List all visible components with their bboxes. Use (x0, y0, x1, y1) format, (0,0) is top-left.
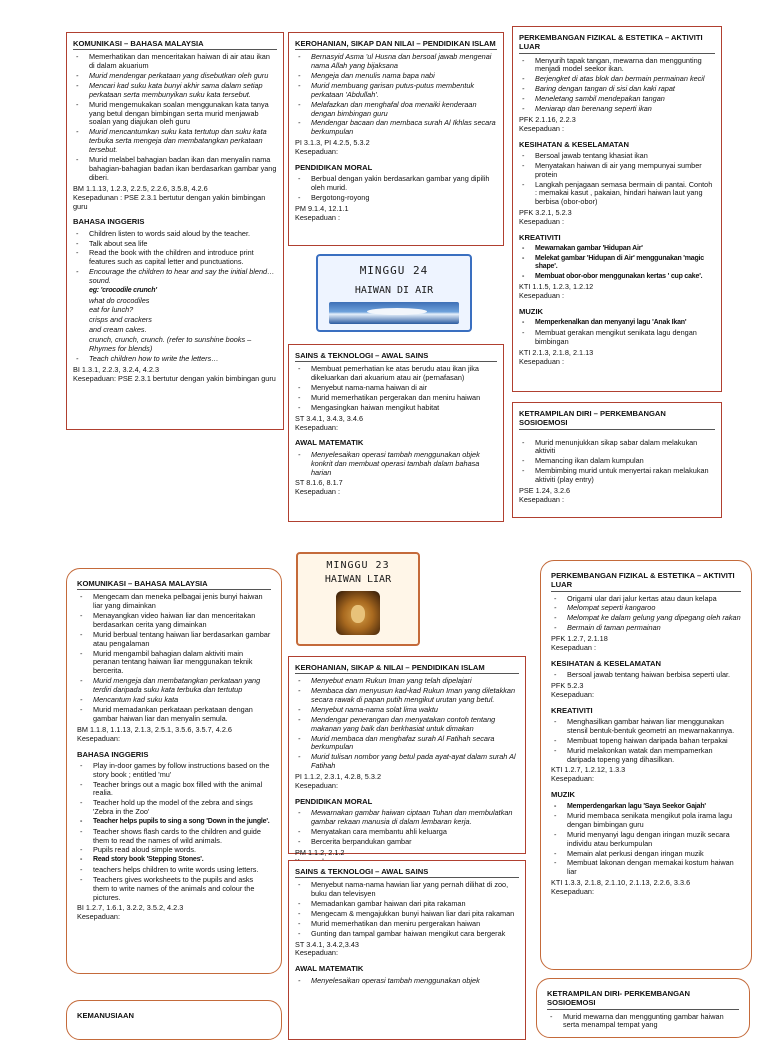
w23-sains-list (295, 881, 519, 938)
activity-item: - Langkah penjagaan semasa bermain di pantai. Contoh : memakai kasut , pakaian, hindari haiwan laut yang berbisa (obor-obor) (519, 181, 715, 208)
activity-item: - Murid mewarna dan menggunting gambar haiwan serta menampal tempat yang (547, 1013, 739, 1031)
reference-line: Kesepaduan : (519, 123, 565, 133)
activity-item: - Menyebut nama-nama haiwan di air (295, 384, 497, 393)
w23-islam-heading: KEROHANIAN, SIKAP & NILAI – PENDIDIKAN ISLAM (295, 663, 519, 674)
reference-line: KTI 1.1.5, 1.2.3, 1.2.12 (519, 282, 594, 292)
w23-right-top-panel (540, 560, 752, 970)
w23-islam-list (295, 677, 519, 771)
activity-item: - Teachers gives worksheets to the pupils and asks them to write names of the animals and colour the pictures. (77, 876, 271, 903)
w24-ketrampilan-list (519, 439, 715, 485)
activity-item: - Encourage the children to hear and say the initial blend… sound. (73, 268, 277, 286)
activity-item: - Murid mendengar perkataan yang disebutkan oleh guru (73, 72, 277, 81)
w24-middle-bottom-panel (288, 344, 504, 522)
reference-line: PI 3.1.3, PI 4.2.5, 5.3.2 (295, 138, 370, 148)
w24-kesihatan-heading: KESIHATAN & KESELAMATAN (519, 139, 629, 149)
reference-line: Kesepaduan : (519, 291, 565, 301)
activity-item: - Memperdengarkan lagu 'Saya Seekor Gajah' (551, 803, 741, 812)
w23-middle-top-panel (288, 656, 526, 857)
activity-item: - Membaca dan menyusun kad-kad Rukun Iman yang diletakkan secara rawak di papan putih mengikut urutan yang betul. (295, 687, 519, 705)
w24-sains-refs (295, 415, 497, 433)
reference-line: Kesepaduan: (295, 147, 339, 157)
w24-islam-list (295, 53, 497, 137)
w23-kesihatan-list (551, 671, 741, 680)
w24-bi-list (73, 230, 277, 364)
w24-kreativiti-refs (519, 283, 715, 301)
activity-item: - Murid melabel bahagian badan ikan dan menyalin nama bahagian-bahagian badan ikan berdasarkan gambar yang diberi. (73, 156, 277, 183)
activity-item: - Meniarap dan berenang seperti ikan (519, 105, 715, 114)
activity-item: - Meneletang sambil mendepakan tangan (519, 95, 715, 104)
w24-week-title: MINGGU 24 (359, 264, 429, 277)
w23-bi-heading: BAHASA INGGERIS (77, 749, 149, 759)
activity-item: - Murid menunjukkan sikap sabar dalam melakukan aktiviti (519, 439, 715, 457)
w23-theme-title: HAIWAN LIAR (324, 574, 392, 586)
w23-moral-list (295, 809, 519, 847)
w23-muzik-refs (551, 879, 741, 897)
w23-ketrampilan-heading: KETRAMPILAN DIRI- PERKEMBANGAN SOSIOEMOSI (547, 989, 739, 1010)
w24-kreativiti-list (519, 245, 715, 281)
w24-muzik-heading: MUZIK (519, 307, 544, 317)
w23-fizikal-refs (551, 635, 741, 653)
activity-item: - Berjengket di atas blok dan bermain permainan kecil (519, 75, 715, 84)
activity-item: - Melompat ke dalam gelung yang dipegang oleh rakan (551, 614, 741, 623)
activity-item: - Memadankan gambar haiwan dari pita rakaman (295, 900, 519, 909)
w23-kreativiti-heading: KREATIVITI (551, 705, 593, 715)
reference-line: Kesepaduan: (77, 733, 121, 743)
reference-line: Kesepadunan : PSE 2.3.1 bertutur dengan yakin bimbingan guru (73, 192, 266, 211)
w24-islam-heading: KEROHANIAN, SIKAP DAN NILAI – PENDIDIKAN ISLAM (295, 39, 497, 50)
reference-line: Kesepaduan: (77, 912, 121, 922)
reference-line: Kesepaduan: (551, 689, 595, 699)
activity-item: - Children listen to words said aloud by the teacher. (73, 230, 277, 239)
reference-line: BM 1.1.8, 1.1.13, 2.1.3, 2.5.1, 3.5.6, 3.5.7, 4.2.6 (77, 724, 232, 734)
activity-item: - Melompat seperti kangaroo (551, 604, 741, 613)
activity-item: - Murid mencantumkan suku kata tertutup dan suku kata terbuka serta mengeja dan membatangkan perkataan tersebut. (73, 128, 277, 155)
whale-image (329, 302, 459, 324)
w24-sains-list (295, 365, 497, 412)
activity-item: - Play in-door games by follow instructions based on the story book ; entitled 'mu' (77, 762, 271, 780)
w24-matematik-refs (295, 479, 497, 497)
activity-item: - Bermain di taman permainan (551, 624, 741, 633)
w23-fizikal-list (551, 595, 741, 634)
reference-line: Kesepaduan : (519, 356, 565, 366)
w23-kreativiti-refs (551, 766, 741, 784)
w24-sains-heading: SAINS & TEKNOLOGI – AWAL SAINS (295, 351, 497, 362)
w23-kesihatan-heading: KESIHATAN & KESELAMATAN (551, 658, 661, 668)
w24-kreativiti-heading: KREATIVITI (519, 233, 561, 242)
reference-line: ST 3.4.1, 3.4.3, 3.4.6 (295, 413, 364, 423)
w23-bm-heading: KOMUNIKASI – BAHASA MALAYSIA (77, 579, 271, 590)
w24-right-top-panel (512, 26, 722, 392)
w23-left-panel (66, 568, 282, 974)
w24-ketrampilan-refs (519, 487, 715, 505)
reference-line: BI 1.2.7, 1.6.1, 3.2.2, 3.5.2, 4.2.3 (77, 903, 184, 913)
activity-item: - Membuat topeng haiwan daripada bahan terpakai (551, 737, 741, 746)
activity-item: - Menyatakan cara membantu ahli keluarga (295, 828, 519, 837)
w24-muzik-list (519, 319, 715, 346)
w23-sains-heading: SAINS & TEKNOLOGI – AWAL SAINS (295, 867, 519, 878)
activity-item: crisps and crackers (89, 315, 152, 325)
w23-fizikal-heading: PERKEMBANGAN FIZIKAL & ESTETIKA – AKTIVITI LUAR (551, 571, 741, 592)
reference-line: PM 1.1.2, 2.1.2 (295, 847, 345, 857)
reference-line: PFK 2.1.16, 2.2.3 (519, 114, 576, 124)
reference-line: Kesepaduan: (551, 774, 595, 784)
activity-item: - Origami ular dari jalur kertas atau daun kelapa (551, 595, 741, 604)
activity-item: what do crocodiles (89, 295, 150, 305)
reference-line: PFK 5.2.3 (551, 680, 584, 690)
activity-item: - Bercerita berpandukan gambar (295, 838, 519, 847)
w24-fizikal-heading: PERKEMBANGAN FIZIKAL & ESTETIKA – AKTIVITI LUAR (519, 33, 715, 54)
w24-moral-heading: PENDIDIKAN MORAL (295, 163, 373, 173)
activity-item: eat for lunch? (89, 305, 134, 315)
reference-line: Kesepaduan: (295, 948, 339, 958)
activity-item: - Bergotong-royong (295, 194, 497, 203)
w24-bm-list (73, 53, 277, 182)
w23-moral-heading: PENDIDIKAN MORAL (295, 796, 373, 806)
w23-kreativiti-list (551, 718, 741, 764)
activity-item: - Mendengar penerangan dan menyatakan contoh tentang makanan yang baik dan berkhasiat untuk dimakan (295, 716, 519, 734)
reference-line: Kesepaduan : (551, 642, 597, 652)
w24-bi-heading: BAHASA INGGERIS (73, 217, 145, 227)
reference-line: Kesepaduan: (551, 887, 595, 897)
w24-kesihatan-list (519, 152, 715, 207)
activity-item: - Memain alat perkusi dengan iringan muzik (551, 850, 741, 859)
w23-week-title: MINGGU 23 (326, 560, 390, 571)
w23-muzik-list (551, 803, 741, 878)
w24-matematik-heading: AWAL MATEMATIK (295, 438, 364, 448)
w23-kesihatan-refs (551, 682, 741, 700)
w24-bm-heading: KOMUNIKASI – BAHASA MALAYSIA (73, 39, 277, 50)
w23-middle-bottom-panel (288, 860, 526, 1040)
activity-item: - Mengecam dan meneka pelbagai jenis bunyi haiwan liar yang dimainkan (77, 593, 271, 611)
activity-item: - Membuat lakonan dengan memakai kostum haiwan liar (551, 859, 741, 877)
activity-item: - Read the book with the children and introduce print features such as capital letter and punctuations. (73, 249, 277, 267)
activity-item: - Teach children how to write the letters… (73, 355, 277, 364)
activity-item: - Menghasilkan gambar haiwan liar menggunakan stensil bentuk-bentuk geometri an mewarnakannya. (551, 718, 741, 736)
activity-item: - Murid membaca senikata mengikut pola irama lagu dengan bimbingan guru (551, 812, 741, 830)
w24-left-panel (66, 32, 284, 430)
activity-item: - Baring dengan tangan di sisi dan kaki rapat (519, 85, 715, 94)
w23-muzik-heading: MUZIK (551, 790, 576, 800)
w23-theme-card (296, 552, 420, 646)
activity-item: - Membuat pemerhatian ke atas berudu atau ikan jika dikeluarkan dari akuarium atau air (pernafasan) (295, 365, 497, 383)
activity-item: - Mewarnakan gambar 'Hidupan Air' (519, 245, 715, 254)
w23-bm-list (77, 593, 271, 723)
activity-item: - Teacher brings out a magic box filled with the animal realia. (77, 781, 271, 799)
activity-item: - Mengasingkan haiwan mengikut habitat (295, 404, 497, 413)
activity-item: - Talk about sea life (73, 240, 277, 249)
reference-line: Kesepaduan : (295, 212, 341, 222)
activity-item: - Murid mengeja dan membatangkan perkataan yang terdiri daripada suku kata terbuka dan tertutup (77, 677, 271, 695)
reference-line: KTI 1.3.3, 2.1.8, 2.1.10, 2.1.13, 2.2.6, 3.3.6 (551, 878, 691, 888)
activity-item: - Murid memerhatikan pergerakan dan meniru haiwan (295, 394, 497, 403)
reference-line: BM 1.1.13, 1.2.3, 2.2.5, 2.2.6, 3.5.8, 4.2.6 (73, 183, 208, 193)
activity-item: - Menyebut nama-nama solat lima waktu (295, 706, 519, 715)
w24-theme-card (316, 254, 472, 332)
w23-sains-refs (295, 941, 519, 959)
activity-item: - Teacher shows flash cards to the children and guide them to read the names of wild animals. (77, 828, 271, 846)
activity-item: crunch, crunch, crunch. (refer to sunshine books – Rhymes for blends) (89, 335, 252, 353)
reference-line: PSE 1.24, 3.2.6 (519, 485, 571, 495)
w23-matematik-list (295, 977, 519, 986)
activity-item: - Memerhatikan dan menceritakan haiwan di air atau ikan di dalam akuarium (73, 53, 277, 71)
w24-muzik-refs (519, 349, 715, 367)
reference-line: Kesepaduan: (295, 422, 339, 432)
activity-item: - Mencantum kad suku kata (77, 696, 271, 705)
w24-kesihatan-refs (519, 209, 715, 227)
activity-item: - Membuat gerakan mengikut senikata lagu dengan bimbingan (519, 329, 715, 347)
w23-kemanusiaan-heading: KEMANUSIAAN (77, 1011, 134, 1020)
activity-item: - Murid menyanyi lagu dengan iringan muzik secara individu atau berkumpulan (551, 831, 741, 849)
reference-line: Kesepaduan : (519, 217, 565, 227)
w24-fizikal-refs (519, 116, 715, 134)
reference-line: PFK 1.2.7, 2.1.18 (551, 634, 608, 644)
w23-bi-refs (77, 904, 271, 922)
w23-right-bottom-panel (536, 978, 750, 1038)
lion-image (336, 591, 380, 635)
activity-item: - Bernasyid Asma 'ul Husna dan bersoal jawab mengenai nama Allah yang bijaksana (295, 53, 497, 71)
activity-item: - Murid tulisan nombor yang betul pada ayat-ayat dalam surah Al Fatihah (295, 753, 519, 771)
w24-bi-refs (73, 366, 277, 384)
activity-item: - Murid membuang garisan putus-putus membentuk perkataan 'Abdullah'. (295, 82, 497, 100)
activity-item: - Menyebut nama-nama hawian liar yang pernah dilihat di zoo, buku dan televisyen (295, 881, 519, 899)
activity-item: - Mewarnakan gambar haiwan ciptaan Tuhan dan membulatkan gambar rekaan manusia di dalam lembaran kerja. (295, 809, 519, 827)
activity-item: - Murid membaca dan menghafaz surah Al Fatihah secara berkumpulan (295, 735, 519, 753)
w23-matematik-heading: AWAL MATEMATIK (295, 964, 364, 974)
reference-line: Kesepaduan: (295, 781, 339, 791)
reference-line: Kesepaduan : (519, 494, 565, 504)
w24-middle-top-panel (288, 32, 504, 246)
activity-item: - Pupils read aloud simple words. (77, 846, 271, 855)
activity-item: - Memancing ikan dalam kumpulan (519, 457, 715, 466)
w24-theme-title: HAIWAN DI AIR (354, 285, 434, 297)
activity-item: - Menyelesaikan operasi tambah menggunakan objek (295, 977, 519, 986)
activity-item: - Teacher helps pupils to sing a song 'Down in the jungle'. (77, 818, 271, 827)
w23-ketrampilan-list (547, 1013, 739, 1031)
activity-item: eg: 'crocodile crunch' (89, 286, 157, 294)
w24-fizikal-list (519, 57, 715, 114)
activity-item: - Bersoal jawab tentang khasiat ikan (519, 152, 715, 161)
activity-item: - Memperkenalkan dan menyanyi lagu 'Anak Ikan' (519, 319, 715, 328)
activity-item: - Mengeja dan menulis nama bapa nabi (295, 72, 497, 81)
reference-line: PM 9.1.4, 12.1.1 (295, 203, 349, 213)
reference-line: ST 3.4.1, 3.4.2,3.43 (295, 939, 359, 949)
activity-item: - Mendengar bacaan dan membaca surah Al Ikhlas secara berkumpulan (295, 119, 497, 137)
activity-item: - Menyelesaikan operasi tambah menggunakan objek konkrit dan membuat operasi tambah dalam bahasa harian (295, 451, 497, 478)
activity-item: - Melekat gambar 'Hidupan di Air' menggunakan 'magic shape'. (519, 255, 715, 272)
reference-line: KTI 1.2.7, 1.2.12, 1.3.3 (551, 765, 626, 775)
activity-item: - Membuat obor-obor menggunakan kertas ' cup cake'. (519, 273, 715, 282)
w23-bi-list (77, 762, 271, 903)
activity-item: - Gunting dan tampal gambar haiwan mengikut cara bergerak (295, 930, 519, 939)
activity-item: - Murid melakonkan watak dan mempamerkan daripada topeng yang dihasilkan. (551, 747, 741, 765)
reference-line: PI 1.1.2, 2.3.1, 4.2.8, 5.3.2 (295, 772, 382, 782)
activity-item: - Murid mengemukakan soalan menggunakan kata tanya yang betul dengan bimbingan serta murid menjawab soalan yang diajukan oleh guru (73, 101, 277, 128)
activity-item: - Mengecam & mengajukkan bunyi haiwan liar dari pita rakaman (295, 910, 519, 919)
activity-item: - Menyatakan haiwan di air yang mempunyai sumber protein (519, 162, 715, 180)
reference-line: PFK 3.2.1, 5.2.3 (519, 208, 572, 218)
w23-bm-refs (77, 726, 271, 744)
w24-bm-refs (73, 185, 277, 212)
reference-line: ST 8.1.6, 8.1.7 (295, 478, 343, 488)
activity-item: - Menyurih tapak tangan, mewarna dan menggunting menjadi model seekor ikan. (519, 57, 715, 75)
w24-moral-refs (295, 205, 497, 223)
activity-item: - Menayangkan video haiwan liar dan menceritakan berdasarkan cerita yang dimainkan (77, 612, 271, 630)
activity-item: - Read story book 'Stepping Stones'. (77, 856, 271, 865)
w24-matematik-list (295, 451, 497, 478)
reference-line: BI 1.3.1, 2.2.3, 3.2.4, 4.2.3 (73, 364, 160, 374)
w23-kemanusiaan-panel (66, 1000, 282, 1040)
w24-moral-list (295, 175, 497, 203)
w24-ketrampilan-heading: KETRAMPILAN DIRI – PERKEMBANGAN SOSIOEMOSI (519, 409, 715, 430)
activity-item: - Murid berbual tentang haiwan liar berdasarkan gambar atau pengalaman (77, 631, 271, 649)
activity-item: - Menyebut enam Rukun Iman yang telah dipelajari (295, 677, 519, 686)
reference-line: Kesepaduan : (295, 487, 341, 497)
activity-item: and cream cakes. (89, 325, 147, 335)
w23-islam-refs (295, 773, 519, 791)
activity-item: - Teacher hold up the model of the zebra and sings 'Zebra in the Zoo' (77, 799, 271, 817)
activity-item: - Murid memadankan perkataan perkataan dengan gambar haiwan liar dan menyalin semula. (77, 706, 271, 724)
activity-item: - Mencari kad suku kata bunyi akhir sama dalam setiap perkataan serta membunyikan suku kata tersebut. (73, 82, 277, 100)
reference-line: KTI 2.1.3, 2.1.8, 2.1.13 (519, 347, 594, 357)
activity-item: - Murid memerhatikan dan meniru pergerakan haiwan (295, 920, 519, 929)
activity-item: - Membimbing murid untuk menyertai rakan melakukan aktiviti (play entry) (519, 467, 715, 485)
w24-right-bottom-panel (512, 402, 722, 518)
activity-item: - Berbual dengan yakin berdasarkan gambar yang dipilih oleh murid. (295, 175, 497, 193)
w24-islam-refs (295, 139, 497, 157)
activity-item: - Bersoal jawab tentang haiwan berbisa seperti ular. (551, 671, 741, 680)
reference-line: Kesepaduan: PSE 2.3.1 bertutur dengan yakin bimbingan guru (73, 373, 276, 383)
activity-item: - teachers helps children to write words using letters. (77, 866, 271, 875)
activity-item: - Murid mengambil bahagian dalam aktiviti main peranan tentang haiwan liar menggunakan teknik bercerita. (77, 650, 271, 677)
activity-item: - Melafazkan dan menghafal doa menaiki kenderaan dengan bimbingan guru (295, 101, 497, 119)
